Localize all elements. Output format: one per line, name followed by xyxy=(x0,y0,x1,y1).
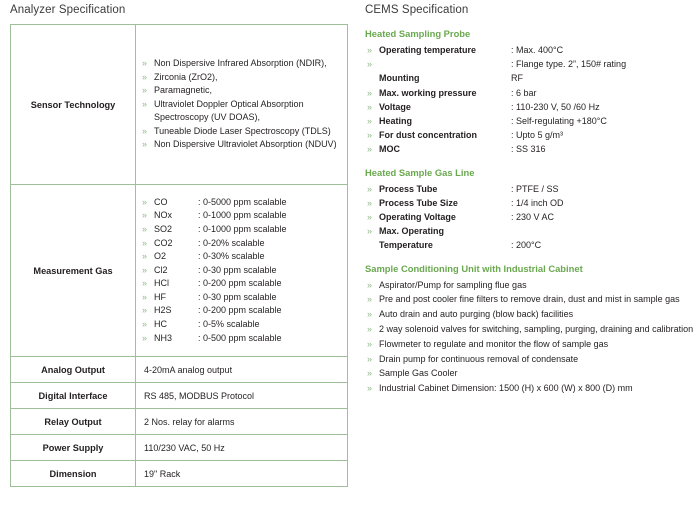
list-item xyxy=(142,250,341,264)
cems-spec-title: CEMS Specification xyxy=(365,4,469,16)
spec-row xyxy=(365,57,695,71)
list-item xyxy=(142,304,341,318)
cems-specification-column xyxy=(365,4,695,396)
list-item xyxy=(142,209,341,223)
row-value-measurement-gas xyxy=(136,185,348,357)
spec-key: » Max. working pressure xyxy=(379,87,477,98)
spec-row xyxy=(365,71,695,85)
spec-key: » Heating xyxy=(379,116,413,127)
section-heading-heated-sample-gas-line: Heated Sample Gas Line xyxy=(365,166,475,178)
list-item xyxy=(142,332,341,346)
list-item: » Zirconia (ZrO2), xyxy=(142,71,341,85)
list-item: » Ultraviolet Doppler Optical Absorption Spectroscopy (UV DOAS), xyxy=(142,98,341,125)
spec-row xyxy=(365,224,695,238)
spec-key: » Voltage xyxy=(379,101,411,112)
spec-row xyxy=(365,128,695,142)
spec-value: RF xyxy=(511,73,523,84)
list-item: » Flowmeter to regulate and monitor the flow of sample gas xyxy=(365,337,695,352)
gas-range: : 0-1000 ppm scalable xyxy=(198,210,287,221)
row-value-power-supply: 110/230 VAC, 50 Hz xyxy=(136,435,348,461)
table-row xyxy=(11,383,348,409)
list-item xyxy=(142,196,341,210)
spec-row xyxy=(365,114,695,128)
row-value-dimension: 19" Rack xyxy=(136,461,348,487)
spec-value: » : Flange type. 2”, 150# rating xyxy=(511,59,627,70)
spec-key: » Process Tube Size xyxy=(379,197,458,208)
list-item: » Tuneable Diode Laser Spectroscopy (TDLS) xyxy=(142,125,341,139)
gas-range: : 0-1000 ppm scalable xyxy=(198,223,287,234)
gas-range: : 0-30% scalable xyxy=(198,251,265,262)
gas-name: » HC xyxy=(154,319,167,330)
spec-row xyxy=(365,100,695,114)
row-label-relay-output: Relay Output xyxy=(11,409,136,435)
table-row xyxy=(11,357,348,383)
gas-range: : 0-30 ppm scalable xyxy=(198,291,277,302)
gas-range: : 0-200 ppm scalable xyxy=(198,278,282,289)
gas-name: » NH3 xyxy=(154,332,173,343)
list-item xyxy=(142,237,341,251)
gas-name: » CO xyxy=(154,196,168,207)
spec-value: : 230 V AC xyxy=(511,212,555,223)
spec-value: : 200°C xyxy=(511,240,542,251)
row-value-sensor-technology xyxy=(136,25,348,185)
gas-name: » SO2 xyxy=(154,223,173,234)
row-label-dimension: Dimension xyxy=(11,461,136,487)
gas-name: » O2 xyxy=(154,251,167,262)
row-label-power-supply: Power Supply xyxy=(11,435,136,461)
list-item: » Non Dispersive Infrared Absorption (NDIR), xyxy=(142,57,341,71)
spec-row xyxy=(365,43,695,57)
list-item: » Sample Gas Cooler xyxy=(365,366,695,381)
analyzer-specification-column xyxy=(10,4,350,487)
table-row xyxy=(11,461,348,487)
gas-name: » HCl xyxy=(154,278,169,289)
gas-name: » HF xyxy=(154,291,166,302)
list-item: » Auto drain and auto purging (blow back) facilities xyxy=(365,307,695,322)
spec-row xyxy=(365,238,695,252)
spec-value: : 110-230 V, 50 /60 Hz xyxy=(511,101,600,112)
list-item xyxy=(142,291,341,305)
spec-value: : Upto 5 g/m³ xyxy=(511,130,564,141)
spec-key: » Operating Voltage xyxy=(379,212,456,223)
spec-row xyxy=(365,182,695,196)
section-heading-heated-sampling-probe: Heated Sampling Probe xyxy=(365,28,471,39)
gas-range: : 0-500 ppm scalable xyxy=(198,332,282,343)
row-label-measurement-gas: Measurement Gas xyxy=(11,185,136,357)
spec-value: : 1/4 inch OD xyxy=(511,197,564,208)
analyzer-spec-title: Analyzer Specification xyxy=(10,4,126,16)
spec-row xyxy=(365,142,695,156)
spec-row xyxy=(365,210,695,224)
list-item xyxy=(142,264,341,278)
row-value-relay-output: 2 Nos. relay for alarms xyxy=(136,409,348,435)
spec-row xyxy=(365,86,695,100)
spec-value: : Max. 400°C xyxy=(511,45,564,55)
section-heading-sample-conditioning-unit: Sample Conditioning Unit with Industrial Cabinet xyxy=(365,262,583,274)
list-item: » Drain pump for continuous removal of condensate xyxy=(365,352,695,367)
row-value-analog-output: 4-20mA analog output xyxy=(136,357,348,383)
table-row xyxy=(11,25,348,185)
measurement-gas-list xyxy=(142,196,341,346)
spec-key: » For dust concentration xyxy=(379,130,478,141)
list-item: » Industrial Cabinet Dimension: 1500 (H) x 600 (W) x 800 (D) mm xyxy=(365,381,695,396)
spec-row xyxy=(365,196,695,210)
list-item: » 2 way solenoid valves for switching, sampling, purging, draining and calibration xyxy=(365,322,695,337)
gas-name: » NOx xyxy=(154,210,172,221)
sample-conditioning-unit-items xyxy=(365,278,695,396)
analyzer-spec-table xyxy=(10,24,348,487)
list-item xyxy=(142,277,341,291)
row-label-digital-interface: Digital Interface xyxy=(11,383,136,409)
spec-value: : SS 316 xyxy=(511,144,546,155)
gas-name: » Cl2 xyxy=(154,264,168,275)
table-row xyxy=(11,185,348,357)
spec-key: Mounting xyxy=(379,73,420,84)
list-item: » Pre and post cooler fine filters to remove drain, dust and mist in sample gas xyxy=(365,292,695,307)
table-row xyxy=(11,435,348,461)
spec-key: Temperature xyxy=(379,240,433,251)
gas-range: : 0-20% scalable xyxy=(198,237,265,248)
row-label-analog-output: Analog Output xyxy=(11,357,136,383)
spec-key: » Operating temperature xyxy=(379,45,477,55)
list-item: » Paramagnetic, xyxy=(142,84,341,98)
table-row xyxy=(11,409,348,435)
list-item xyxy=(142,318,341,332)
list-item xyxy=(142,223,341,237)
heated-sample-gas-line-items xyxy=(365,182,695,253)
gas-range: : 0-5% scalable xyxy=(198,319,260,330)
spec-value: : PTFE / SS xyxy=(511,183,559,194)
list-item: » Non Dispersive Ultraviolet Absorption (NDUV) xyxy=(142,138,341,152)
gas-range: : 0-5000 ppm scalable xyxy=(198,196,287,207)
gas-name: » CO2 xyxy=(154,237,173,248)
gas-name: » H2S xyxy=(154,305,172,316)
gas-range: : 0-200 ppm scalable xyxy=(198,305,282,316)
spec-key: » Max. Operating xyxy=(379,226,445,237)
gas-range: : 0-30 ppm scalable xyxy=(198,264,277,275)
row-value-digital-interface: RS 485, MODBUS Protocol xyxy=(136,383,348,409)
row-label-sensor-technology: Sensor Technology xyxy=(11,25,136,185)
spec-key: » MOC xyxy=(379,144,400,155)
heated-sampling-probe-items xyxy=(365,43,695,157)
spec-key: » Process Tube xyxy=(379,183,438,194)
sensor-technology-list xyxy=(142,57,341,152)
list-item: » Aspirator/Pump for sampling flue gas xyxy=(365,278,695,293)
spec-value: : Self-regulating +180°C xyxy=(511,116,607,127)
spec-value: : 6 bar xyxy=(511,87,537,98)
